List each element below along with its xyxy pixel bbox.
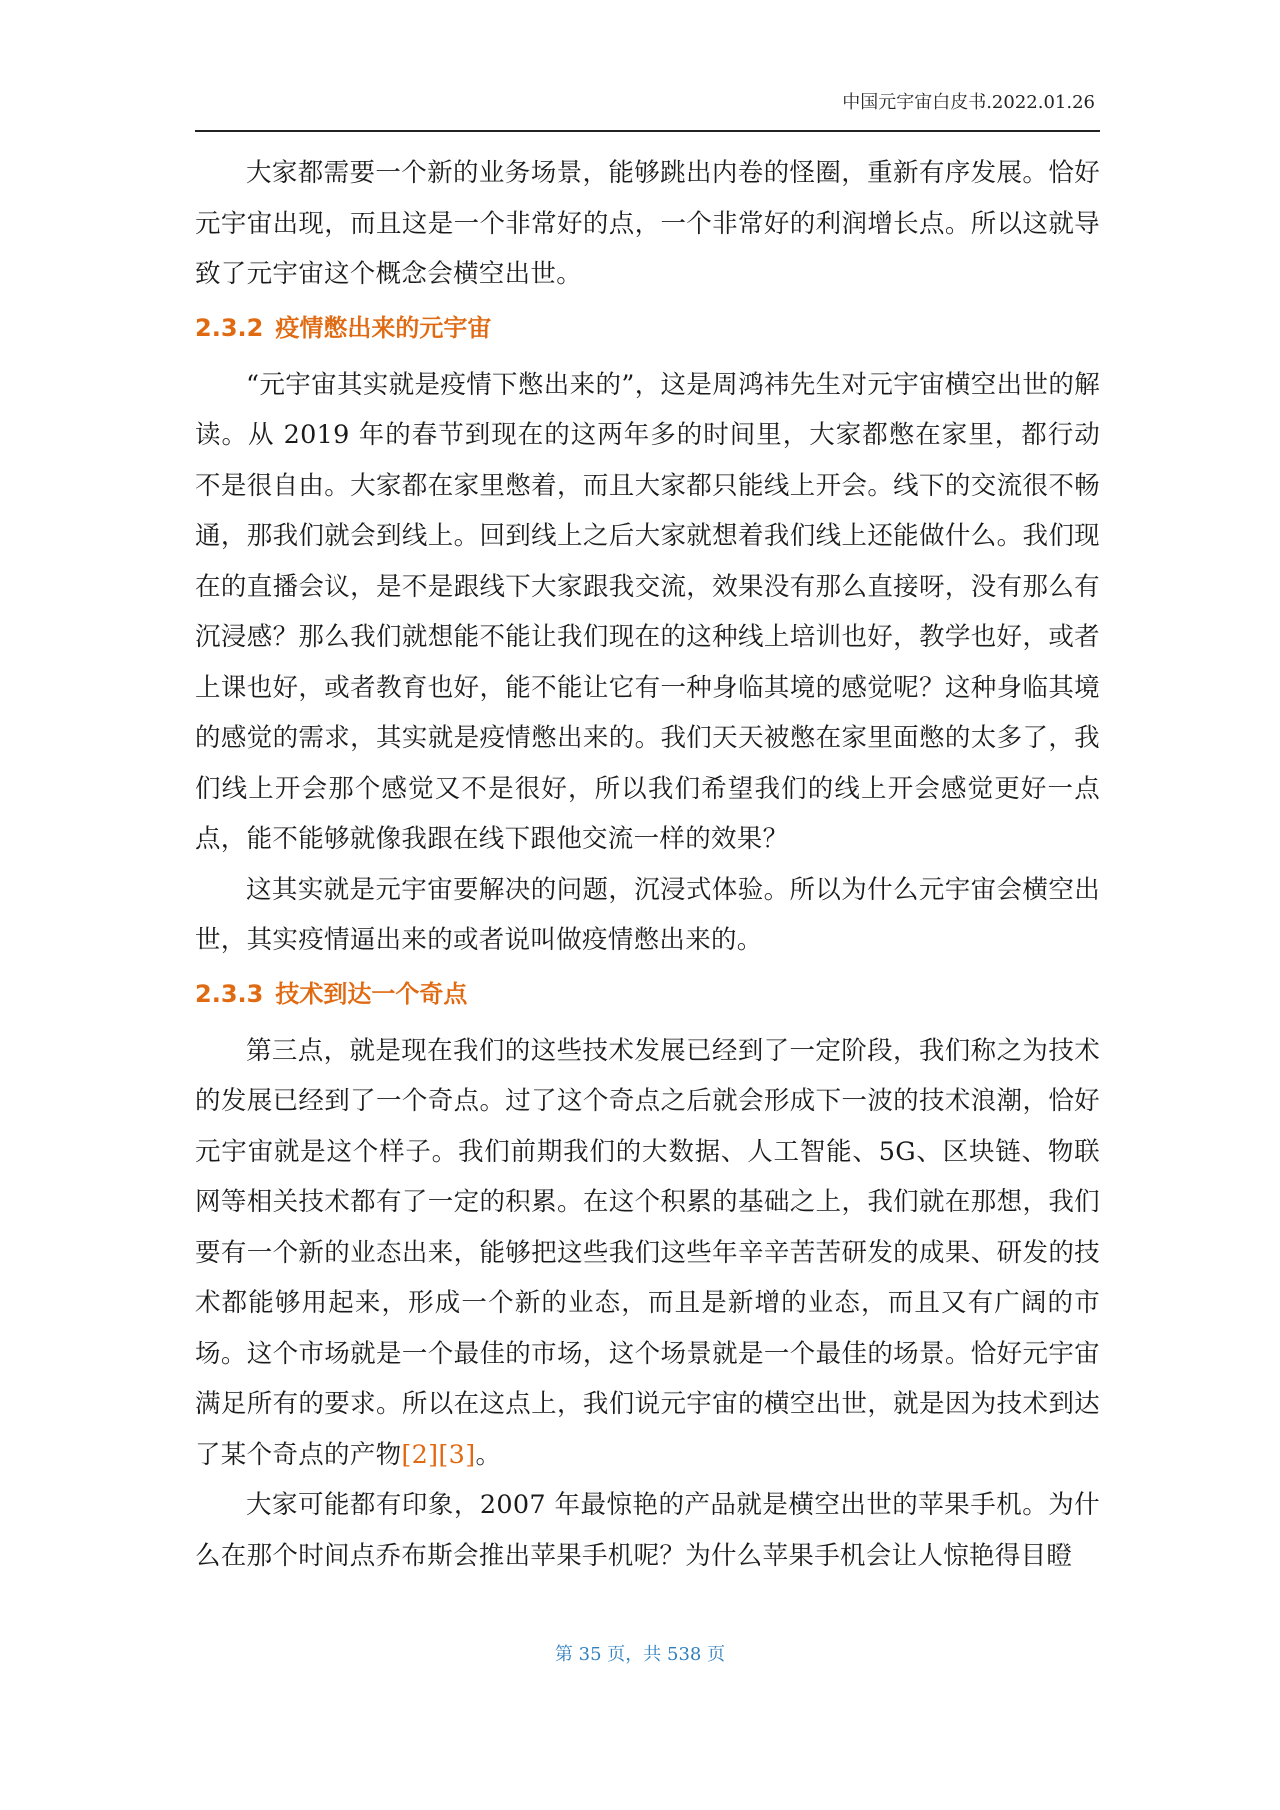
page-header: 中国元宇宙白皮书.2022.01.26 — [842, 92, 1095, 113]
paragraph-1: 大家都需要一个新的业务场景，能够跳出内卷的怪圈，重新有序发展。恰好元宇宙出现，而且这是一个非常好的点，一个非常好的利润增长点。所以这就导致了元宇宙这个概念会横空出世。 — [195, 158, 1100, 289]
section-heading-2-3-3 — [195, 972, 1100, 1016]
section-title: 技术到达一个奇点 — [275, 979, 468, 1008]
paragraph-4-end: 。 — [475, 1439, 502, 1470]
header-divider — [195, 130, 1100, 132]
section-title: 疫情憋出来的元宇宙 — [275, 313, 492, 342]
page-footer: 第 35 页，共 538 页 — [554, 1644, 726, 1665]
section-heading-2-3-2 — [195, 306, 1100, 350]
paragraph-4 — [195, 1026, 1100, 1481]
paragraph-3: 这其实就是元宇宙要解决的问题，沉浸式体验。所以为什么元宇宙会横空出世，其实疫情逼出来的或者说叫做疫情憋出来的。 — [195, 874, 1100, 955]
paragraph-2: “元宇宙其实就是疫情下憋出来的”，这是周鸿祎先生对元宇宙横空出世的解读。从 2019 年的春节到现在的这两年多的时间里，大家都憋在家里，都行动不是很自由。大家都在家里憋着，而且大家都只能线上开会。线下的交流很不畅通，那我们就会到线上。回到线上之后大家就想着我们线上还能做什么。我们现在的直播会议，是不是跟线下大家跟我交流，效果没有那么直接呀，没有那么有沉浸感？那么我们就想能不能让我们现在的这种线上培训也好，教学也好，或者上课也好，或者教育也好，能不能让它有一种身临其境的感觉呢？这种身临其境的感觉的需求，其实就是疫情憋出来的。我们天天被憋在家里面憋的太多了，我们线上开会那个感觉又不是很好，所以我们希望我们的线上开会感觉更好一点点，能不能够就像我跟在线下跟他交流一样的效果？ — [195, 369, 1100, 854]
section-number: 2.3.3 — [195, 979, 264, 1008]
citation-link[interactable]: [2][3] — [401, 1439, 476, 1470]
paragraph-5: 大家可能都有印象，2007 年最惊艳的产品就是横空出世的苹果手机。为什么在那个时间点乔布斯会推出苹果手机呢？为什么苹果手机会让人惊艳得目瞪 — [195, 1490, 1100, 1571]
page-content — [195, 148, 1100, 1581]
section-number: 2.3.2 — [195, 313, 264, 342]
paragraph-4-text: 第三点，就是现在我们的这些技术发展已经到了一定阶段，我们称之为技术的发展已经到了一个奇点。过了这个奇点之后就会形成下一波的技术浪潮，恰好元宇宙就是这个样子。我们前期我们的大数据、人工智能、5G、区块链、物联网等相关技术都有了一定的积累。在这个积累的基础之上，我们就在那想，我们要有一个新的业态出来，能够把这些我们这些年辛辛苦苦研发的成果、研发的技术都能够用起来，形成一个新的业态，而且是新增的业态，而且又有广阔的市场。这个市场就是一个最佳的市场，这个场景就是一个最佳的场景。恰好元宇宙满足所有的要求。所以在这点上，我们说元宇宙的横空出世，就是因为技术到达了某个奇点的产物 — [195, 1035, 1100, 1470]
